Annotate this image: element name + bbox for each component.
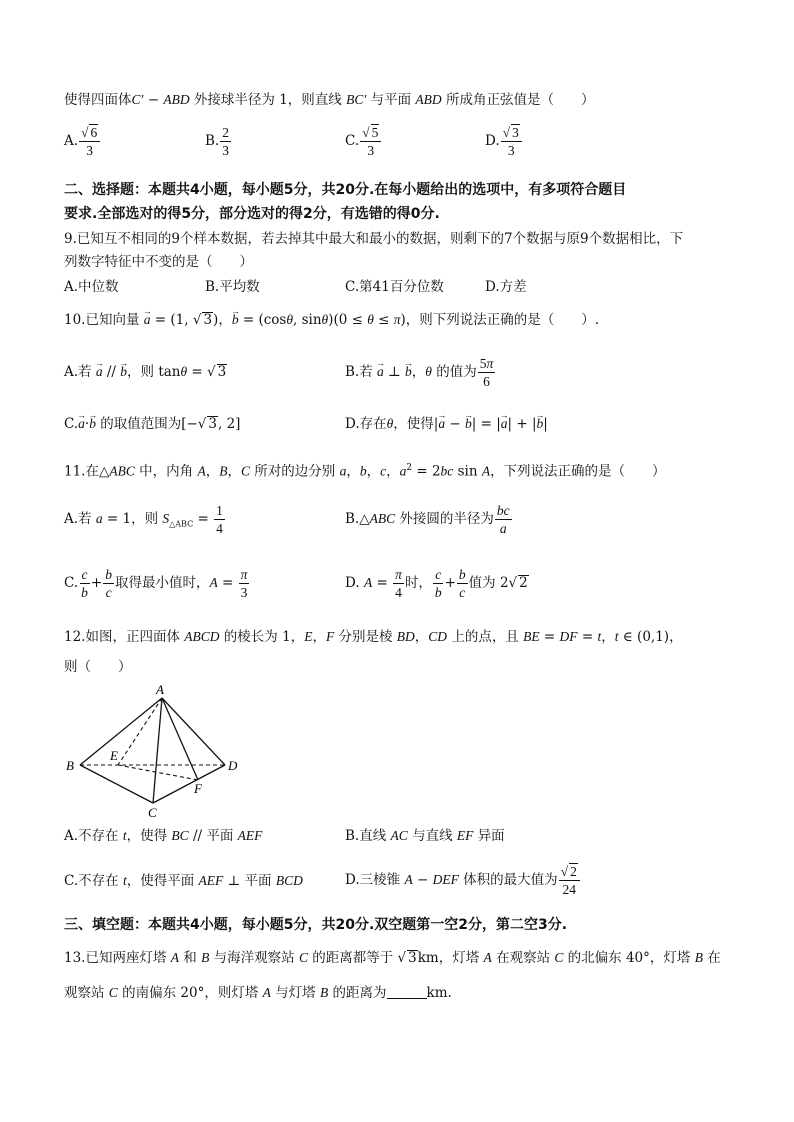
q12-option-c[interactable]: C.不存在 t，使得平面 AEF ⊥ 平面 BCD [64, 873, 303, 889]
q13-stem-line2: 观察站 C 的南偏东 20°，则灯塔 A 与灯塔 B 的距离为 km. [64, 985, 452, 1001]
q11-option-d[interactable]: D. A = $\frac{\pi}{4}$ 时， $\frac{c}{b}$ + $\frac{b}{c}$ 值为 2√ 2 [345, 567, 528, 600]
q9-stem-line2: 列数字特征中不变的是（ ） [64, 254, 253, 270]
q12-stem-line1: 12.如图，正四面体 ABCD 的棱长为 1，E，F 分别是棱 BD，CD 上的点，且 BE = DF = t，t ∈ (0,1)， [64, 629, 683, 645]
q8-option-a[interactable]: A. $\frac{√ 6}{3}$ [64, 124, 101, 159]
q9-option-d[interactable]: D.方差 [485, 279, 527, 295]
q10-option-d[interactable]: D.存在θ，使得|→ a − → b| = |→ a| + |→ b| [345, 414, 548, 434]
section3-heading: 三、填空题：本题共4小题，每小题5分，共20分.双空题第一空2分，第二空3分. [64, 917, 568, 933]
edge-ab [80, 698, 162, 765]
q12-option-a[interactable]: A.不存在 t，使得 BC // 平面 AEF [64, 828, 263, 844]
q9-option-b[interactable]: B.平均数 [205, 279, 260, 295]
label-f: F [194, 781, 202, 796]
label-a: A [156, 682, 164, 697]
segment-af [162, 698, 198, 780]
section2-heading-line2: 要求.全部选对的得5分，部分选对的得2分，有选错的得0分. [64, 206, 440, 222]
edge-ac [153, 698, 162, 803]
q11-option-c[interactable]: C. $\frac{c}{b}$ + $\frac{b}{c}$ 取得最小值时，A = $\frac{\pi}{3}$ [64, 567, 248, 600]
q13-stem-line1: 13.已知两座灯塔 A 和 B 与海洋观察站 C 的距离都等于 √ 3km，灯塔 A 在观察站 C 的北偏东 40°，灯塔 B 在 [64, 950, 721, 966]
edge-cd [153, 765, 225, 803]
edge-bc [80, 765, 153, 803]
label-e: E [110, 748, 118, 763]
label-b: B [66, 758, 74, 773]
q9-stem-line1: 9.已知互不相同的9个样本数据，若去掉其中最大和最小的数据，则剩下的7个数据与原9个数据相比，下 [64, 231, 684, 247]
q10-option-a[interactable]: A.若 → a // → b，则 tanθ = √ 3 [64, 362, 227, 382]
q12-option-d[interactable]: D.三棱锥 A − DEF 体积的最大值为 $\frac{√ 2}{24}$ [345, 863, 581, 898]
q12-option-b[interactable]: B.直线 AC 与直线 EF 异面 [345, 828, 505, 844]
tetrahedron-figure [60, 680, 250, 820]
q11-option-a[interactable]: A.若 a = 1，则 $S_{\triangle ABC}$ = $\frac{1}{4}$ [64, 503, 223, 536]
section2-heading-line1: 二、选择题：本题共4小题，每小题5分，共20分.在每小题给出的选项中，有多项符合题目 [64, 182, 627, 198]
q13-answer-blank[interactable] [387, 984, 427, 999]
q10-option-b[interactable]: B.若 → a ⊥ → b，θ 的值为 $\frac{5\pi}{6}$ [345, 355, 496, 390]
q12-stem-line2: 则（ ） [64, 659, 132, 675]
q10-stem: 10.已知向量 → a = (1, √ 3)，→ b = (cosθ, sinθ)(0 ≤ θ ≤ π)，则下列说法正确的是（ ）. [64, 310, 599, 330]
q8-stem: 使得四面体C′ − ABD 外接球半径为 1，则直线 BC′ 与平面 ABD 所成角正弦值是（ ） [64, 92, 595, 108]
q11-option-b[interactable]: B.△ABC 外接圆的半径为 $\frac{bc}{a}$ [345, 503, 510, 536]
q11-stem: 11.在△ABC 中，内角 A，B，C 所对的边分别 a，b，c，$a^2 = 2bc$ sin A，下列说法正确的是（ ） [64, 463, 666, 480]
q8-option-d[interactable]: D. $\frac{√ 3}{3}$ [485, 124, 523, 159]
segment-ae [118, 698, 162, 765]
q8-option-b[interactable]: B. $\frac{2}{3}$ [205, 125, 229, 158]
edge-ad [162, 698, 225, 765]
q10-option-c[interactable]: C.→ a·→ b 的取值范围为[−√ 3, 2] [64, 414, 240, 434]
q8-option-c[interactable]: C. $\frac{√ 5}{3}$ [345, 124, 382, 159]
label-c: C [148, 805, 157, 820]
q9-option-c[interactable]: C.第41百分位数 [345, 279, 444, 295]
q9-option-a[interactable]: A.中位数 [64, 279, 119, 295]
segment-ef [118, 765, 198, 780]
label-d: D [228, 758, 238, 773]
